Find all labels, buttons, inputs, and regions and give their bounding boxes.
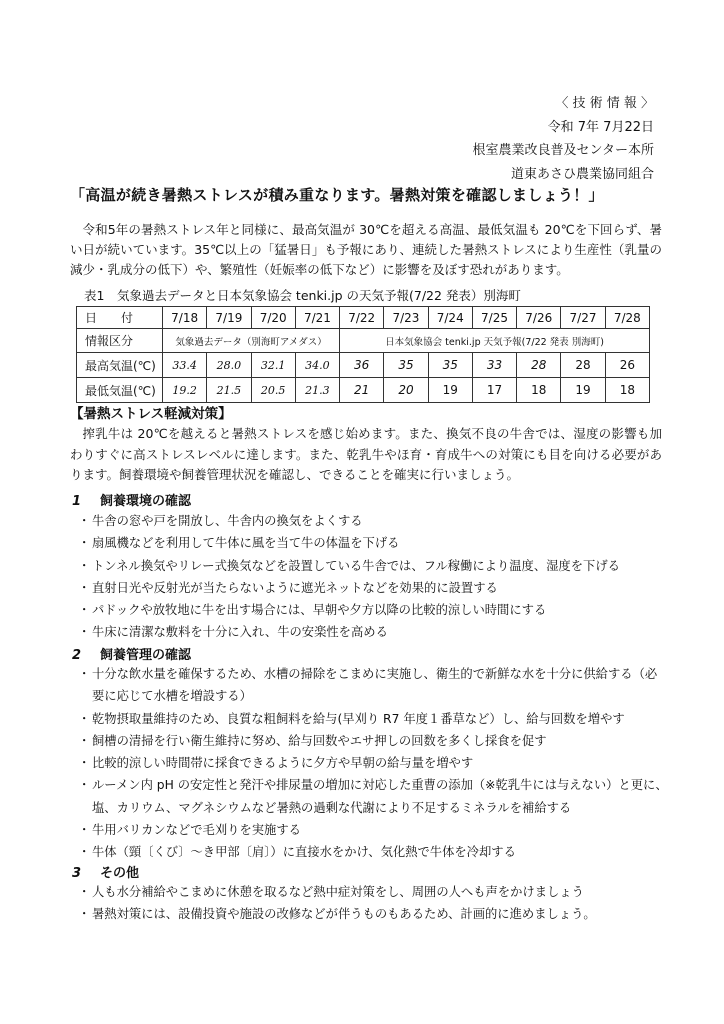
list-item-text: 比較的涼しい時間帯に採食できるように夕方や早朝の給与量を増やす: [92, 756, 474, 771]
min-temp-cell: 19: [561, 378, 605, 403]
min-temp-cell: 19: [428, 378, 472, 403]
bullet-icon: ・: [78, 845, 91, 860]
list-item: [78, 752, 668, 774]
bullet-icon: ・: [78, 756, 91, 771]
issuer-org-1: 根室農業改良普及センター本所: [472, 143, 654, 158]
source-historical: 気象過去データ（別海町アメダス）: [163, 329, 340, 353]
document-tag: 〈 技 術 情 報 〉: [555, 96, 654, 111]
bullet-icon: ・: [78, 711, 91, 726]
bullet-icon: ・: [78, 514, 91, 528]
list-item: [78, 577, 668, 599]
list-item-text: 十分な飲水量を確保するため、水槽の掃除をこまめに実施し、衛生的で新鮮な水を十分に供給する（必要に応じて水槽を増設する）: [92, 667, 658, 704]
section-number: 2: [72, 648, 82, 663]
section-number: 3: [72, 866, 82, 881]
max-temp-row: [77, 353, 650, 378]
issuer-org-2: 道東あさひ農業協同組合: [510, 166, 654, 182]
date-cell: 7/23: [384, 307, 428, 329]
list-item: [78, 555, 668, 577]
bullet-icon: ・: [78, 580, 91, 595]
min-temp-cell: 18: [517, 378, 561, 403]
date-cell: 7/18: [163, 307, 207, 329]
date-cell: 7/21: [295, 307, 339, 329]
bullet-icon: ・: [78, 667, 91, 681]
list-item-text: 飼槽の清掃を行い衛生維持に努め、給与回数やエサ押しの回数を多くし採食を促す: [92, 733, 547, 748]
source-forecast: 日本気象協会 tenki.jp 天気予報(7/22 発表 別海町): [340, 329, 650, 353]
table-caption: 表1 気象過去データと日本気象協会 tenki.jp の天気予報(7/22 発表）別海町: [84, 288, 521, 303]
list-item-text: 扇風機などを利用して牛体に風を当て牛の体温を下げる: [92, 536, 400, 551]
max-temp-cell: 34.0: [295, 353, 339, 378]
bullet-icon: ・: [78, 823, 91, 838]
bullet-icon: ・: [78, 778, 91, 793]
section-list-1: [78, 510, 668, 644]
bullet-icon: ・: [78, 603, 91, 618]
list-item: [78, 510, 668, 532]
source-label: 情報区分: [77, 329, 163, 353]
bullet-icon: ・: [78, 625, 91, 640]
min-temp-cell: 18: [605, 378, 649, 403]
date-cell: 7/26: [517, 307, 561, 329]
list-item: [78, 663, 668, 708]
date-cell: 7/28: [605, 307, 649, 329]
list-item: [78, 730, 668, 752]
section-heading-1: [72, 490, 191, 509]
min-temp-cell: 19.2: [163, 378, 207, 403]
date-label: 日 付: [77, 307, 163, 329]
date-cell: 7/22: [340, 307, 384, 329]
header-block: [473, 92, 654, 186]
section-list-3: [78, 881, 668, 926]
bullet-icon: ・: [78, 733, 91, 748]
list-item: [78, 881, 668, 903]
min-temp-cell: 20.5: [251, 378, 295, 403]
main-title: 「高温が続き暑熱ストレスが積み重なります。暑熱対策を確認しましょう！」: [70, 186, 604, 204]
source-row: [77, 329, 650, 353]
list-item-text: 牛床に清潔な敷料を十分に入れ、牛の安楽性を高める: [92, 625, 388, 640]
min-temp-cell: 21.3: [295, 378, 339, 403]
max-temp-cell: 28: [517, 353, 561, 378]
list-item-text: 牛体（頸〔くび〕～き甲部〔肩〕）に直接水をかけ、気化熱で牛体を冷却する: [92, 845, 516, 860]
measures-intro: 搾乳牛は 20℃を越えると暑熱ストレスを感じ始めます。また、換気不良の牛舎では、湿度の影響も加わりすぐに高ストレスレベルに達します。また、乾乳牛やほ育・育成牛への対策にも目を向ける必要があります。飼養環境や飼養管理状況を確認し、できることを確実に行いましょう。: [70, 426, 662, 482]
measures-title: 【暑熱ストレス軽減対策】: [70, 406, 232, 422]
date-row: [77, 307, 650, 329]
list-item-text: 暑熱対策には、設備投資や施設の改修などが伴うものもあるため、計画的に進めましょう。: [92, 907, 596, 922]
max-temp-cell: 28: [561, 353, 605, 378]
intro-paragraph: 令和5年の暑熱ストレス年と同様に、最高気温が 30℃を超える高温、最低気温も 20℃を下回らず、暑い日が続いています。35℃以上の「猛暑日」も予報にあり、連続した暑熱ストレスにより生産性（乳量の減少・乳成分の低下）や、繁殖性（妊娠率の低下など）に影響を及ぼす恐れがあります。: [70, 222, 662, 277]
section-title: 飼養管理の確認: [100, 648, 192, 663]
list-item-text: 直射日光や反射光が当たらないように遮光ネットなどを効果的に設置する: [92, 580, 498, 595]
list-item: [78, 599, 668, 621]
max-temp-cell: 32.1: [251, 353, 295, 378]
list-item: [78, 621, 668, 643]
date-cell: 7/19: [207, 307, 251, 329]
list-item-text: 人も水分補給やこまめに休憩を取るなど熱中症対策をし、周囲の人へも声をかけましょう: [92, 885, 584, 899]
list-item-text: 牛舎の窓や戸を開放し、牛舎内の換気をよくする: [92, 514, 363, 528]
list-item-text: パドックや放牧地に牛を出す場合には、早朝や夕方以降の比較的涼しい時間にする: [92, 603, 547, 618]
date-cell: 7/25: [472, 307, 516, 329]
max-temp-label: 最高気温(℃): [77, 353, 163, 378]
list-item-text: 乾物摂取量維持のため、良質な粗飼料を給与(早刈り R7 年度１番草など）し、給与回数を増やす: [92, 711, 625, 726]
section-heading-3: [72, 862, 139, 881]
max-temp-cell: 35: [384, 353, 428, 378]
list-item-text: 牛用バリカンなどで毛刈りを実施する: [92, 823, 301, 838]
max-temp-cell: 26: [605, 353, 649, 378]
section-list-2: [78, 663, 668, 864]
list-item: [78, 819, 668, 841]
bullet-icon: ・: [78, 558, 91, 573]
min-temp-row: [77, 378, 650, 403]
max-temp-cell: 36: [340, 353, 384, 378]
document-date: 令和 7年 7月22日: [547, 119, 654, 135]
bullet-icon: ・: [78, 907, 91, 922]
min-temp-cell: 17: [472, 378, 516, 403]
min-temp-cell: 21.5: [207, 378, 251, 403]
list-item-text: トンネル換気やリレー式換気などを設置している牛舎では、フル稼働により温度、湿度を下げる: [92, 558, 620, 573]
date-cell: 7/24: [428, 307, 472, 329]
section-title: その他: [100, 866, 140, 881]
min-temp-label: 最低気温(℃): [77, 378, 163, 403]
max-temp-cell: 28.0: [207, 353, 251, 378]
max-temp-cell: 33: [472, 353, 516, 378]
section-title: 飼養環境の確認: [100, 494, 192, 509]
date-cell: 7/20: [251, 307, 295, 329]
section-heading-2: [72, 644, 191, 663]
list-item: [78, 774, 668, 819]
date-cell: 7/27: [561, 307, 605, 329]
min-temp-cell: 20: [384, 378, 428, 403]
list-item-text: ルーメン内 pH の安定性と発汗や排尿量の増加に対応した重曹の添加（※乾乳牛には与えない）と更に、塩、カリウム、マグネシウムなど暑熱の過剰な代謝により不足するミネラルを補給する: [92, 778, 668, 815]
min-temp-cell: 21: [340, 378, 384, 403]
list-item: [78, 903, 668, 925]
bullet-icon: ・: [78, 885, 91, 899]
max-temp-cell: 33.4: [163, 353, 207, 378]
section-number: 1: [72, 494, 82, 509]
list-item: [78, 532, 668, 554]
list-item: [78, 841, 668, 863]
max-temp-cell: 35: [428, 353, 472, 378]
weather-table: [76, 306, 650, 403]
list-item: [78, 708, 668, 730]
bullet-icon: ・: [78, 536, 91, 551]
